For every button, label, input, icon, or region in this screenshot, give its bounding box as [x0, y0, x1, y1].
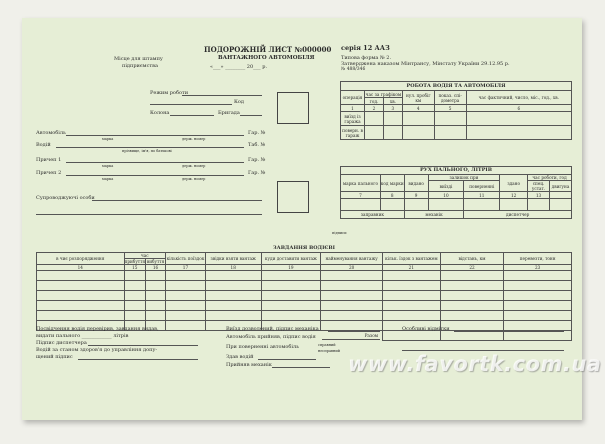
task-cell[interactable] — [37, 310, 125, 320]
work-col-zero-run: нул. пробіг км — [402, 91, 434, 105]
task-cell[interactable] — [146, 300, 166, 310]
fuel-table-title: РУХ ПАЛЬНОГО, ЛІТРІВ — [341, 167, 572, 175]
work-cell[interactable] — [466, 126, 571, 140]
task-cell[interactable] — [440, 300, 504, 310]
task-cell[interactable] — [166, 280, 206, 290]
footer-license-check: Посвідчення водія перевірив, завдання видав, — [36, 326, 159, 332]
task-col-distance: відстань, км — [440, 252, 504, 264]
task-cell[interactable] — [124, 300, 146, 310]
task-cell[interactable] — [321, 270, 383, 280]
fuel-col-issued: видано — [404, 175, 428, 192]
task-cell[interactable] — [440, 270, 504, 280]
notes-line-1[interactable] — [454, 331, 564, 332]
fuel-sig-refueler: заправник — [341, 211, 405, 219]
trailer2-number-hint: держ. номер — [182, 177, 206, 181]
trailer1-number-hint: держ. номер — [182, 164, 206, 168]
work-cell[interactable] — [364, 126, 383, 140]
code-label: Код — [234, 99, 244, 105]
task-cell[interactable] — [146, 270, 166, 280]
task-cell[interactable] — [440, 280, 504, 290]
task-cell[interactable] — [504, 280, 572, 290]
footer-car-accepted: Автомобіль прийняв, підпис водія — [226, 334, 316, 340]
task-cell[interactable] — [261, 280, 321, 290]
fuel-cell[interactable] — [464, 199, 500, 211]
footer-faulty: несправний — [318, 349, 340, 353]
fuel-cell[interactable] — [428, 199, 464, 211]
work-cell[interactable] — [364, 112, 383, 126]
tab-label: Таб. № — [248, 142, 266, 148]
task-cell[interactable] — [166, 290, 206, 300]
fuel-sig-dispatcher: диспетчер — [464, 211, 572, 219]
date-line: «___» ________ 20___ р. — [210, 64, 268, 70]
form-title: ПОДОРОЖНІЙ ЛИСТ №000000 — [204, 45, 332, 54]
car-line[interactable] — [66, 135, 244, 136]
driver-label: Водій — [36, 142, 51, 148]
task-cell[interactable] — [504, 300, 572, 310]
work-cell[interactable] — [402, 126, 434, 140]
trailer1-line[interactable] — [66, 162, 244, 163]
footer-exit-allowed: Виїзд дозволений, підпис механіка — [226, 326, 319, 332]
fuel-num: 12 — [500, 192, 528, 199]
task-num: 15 — [124, 264, 146, 270]
work-cell[interactable] — [402, 112, 434, 126]
footer-handed-driver: Здав водій — [226, 354, 254, 360]
car-number-hint: держ. номер — [182, 137, 206, 141]
stamp-box-bottom — [277, 181, 309, 213]
work-col-operation: операція — [341, 91, 365, 105]
task-cell[interactable] — [166, 270, 206, 280]
task-cell[interactable] — [166, 300, 206, 310]
task-cell[interactable] — [261, 290, 321, 300]
footer-on-return: При поверненні автомобіль — [226, 344, 299, 350]
task-col-to: куди доставити вантаж — [261, 252, 321, 264]
fuel-table — [340, 166, 572, 219]
stamp-box-top — [277, 92, 309, 124]
stamp-label-2: підприємства — [122, 63, 158, 69]
fuel-num: 13 — [528, 192, 550, 199]
fuel-col-hours: час роботи, год — [528, 175, 572, 181]
code-line[interactable] — [150, 104, 232, 105]
work-table-title: РОБОТА ВОДІЯ ТА АВТОМОБІЛЯ — [341, 82, 572, 91]
task-total-label: Разом — [37, 330, 383, 340]
task-col-time: час — [124, 252, 166, 258]
trailer1-gar-label: Гар. № — [248, 157, 266, 163]
fuel-num: 10 — [428, 192, 464, 199]
task-cell[interactable] — [440, 310, 504, 320]
footer-health-sign: щений підпис — [36, 354, 73, 360]
task-cell[interactable] — [124, 270, 146, 280]
task-cell[interactable] — [205, 270, 261, 280]
fuel-col-code: код марки — [380, 175, 404, 192]
task-col-arrival: прибуття — [124, 258, 146, 264]
task-cell[interactable] — [37, 290, 125, 300]
work-mode-line[interactable] — [182, 95, 262, 96]
column-line[interactable] — [170, 115, 214, 116]
driver-name-hint: прізвище, ім'я, по батькові — [122, 149, 172, 153]
task-num: 22 — [440, 264, 504, 270]
fuel-cell[interactable] — [549, 199, 571, 211]
driver-sign-line[interactable] — [322, 339, 380, 340]
task-num: 17 — [166, 264, 206, 270]
fuel-cell[interactable] — [500, 199, 528, 211]
fuel-num: 8 — [380, 192, 404, 199]
notes-line-2[interactable] — [402, 340, 564, 341]
handed-driver-line[interactable] — [258, 359, 316, 360]
task-cell[interactable] — [321, 310, 383, 320]
task-cell[interactable] — [321, 280, 383, 290]
footer-serviceable: справний — [318, 343, 336, 347]
task-cell[interactable] — [321, 290, 383, 300]
fuel-cell[interactable] — [528, 199, 550, 211]
task-col-departure: вибуття — [146, 258, 165, 264]
work-row-return: поверн. в гараж — [342, 127, 363, 138]
task-cell[interactable] — [124, 280, 146, 290]
task-col-cargo: найменування вантажу — [321, 252, 383, 264]
task-num: 23 — [504, 264, 572, 270]
task-cell[interactable] — [382, 300, 440, 310]
task-cell[interactable] — [504, 290, 572, 300]
brigade-label: Бригада — [218, 110, 240, 116]
task-cell[interactable] — [205, 280, 261, 290]
health-sign-line[interactable] — [78, 359, 198, 360]
task-col-from: звідки взяти вантаж — [205, 252, 261, 264]
trailer1-label: Причеп 1 — [36, 157, 62, 163]
trailer2-mark-hint: марка — [102, 177, 114, 181]
column-label: Колона — [150, 110, 170, 116]
form-approval: Затверджена наказом Мінтрансу, Мінстату України 29.12.95 р. — [341, 61, 510, 67]
fuel-num: 9 — [404, 192, 428, 199]
work-col-actual-time: час фактичний, число, міс., год., хв. — [466, 91, 571, 105]
fuel-col-brand: марка пального — [341, 175, 381, 192]
footer-dispatcher-sign: Підпис диспетчера — [36, 340, 87, 346]
fuel-cell[interactable] — [341, 199, 381, 211]
task-cell[interactable] — [37, 280, 125, 290]
task-col-loaded-trips: кільк. їздок з вантажем — [382, 252, 440, 264]
fuel-col-engine: двигуна — [549, 181, 571, 192]
task-cell[interactable] — [382, 290, 440, 300]
trailer2-label: Причеп 2 — [36, 170, 62, 176]
work-num: 1 — [341, 105, 365, 112]
watermark-text: www.favortk.com.ua — [348, 352, 602, 376]
car-gar-label: Гар. № — [248, 130, 266, 136]
task-num: 16 — [146, 264, 166, 270]
task-num: 20 — [321, 264, 383, 270]
brigade-line[interactable] — [240, 115, 262, 116]
task-cell[interactable] — [205, 310, 261, 320]
task-table-title: ЗАВДАННЯ ВОДІЄВІ — [37, 245, 572, 252]
work-cell[interactable] — [466, 112, 571, 126]
task-cell[interactable] — [124, 310, 146, 320]
work-mode-label: Режим роботи — [150, 90, 189, 96]
work-col-schedule: час за графіком — [365, 91, 402, 97]
work-col-hours: год. — [364, 98, 383, 105]
stamp-label: Місце для штампу — [114, 56, 163, 62]
work-num: 6 — [466, 105, 571, 112]
task-col-tonnes: перевезти, тонн — [504, 252, 572, 264]
work-cell[interactable] — [434, 112, 466, 126]
fuel-signatures-label: підписи — [332, 231, 347, 235]
task-num: 18 — [205, 264, 261, 270]
work-row-departure: виїзд із гаража — [341, 112, 365, 126]
footer-special-notes: Особливі відмітки — [402, 326, 450, 332]
task-cell[interactable] — [37, 300, 125, 310]
trailer1-mark-hint: марка — [102, 164, 114, 168]
task-cell[interactable] — [321, 300, 383, 310]
task-num: 21 — [382, 264, 440, 270]
fuel-col-remaining: залишок при — [428, 175, 500, 181]
accepted-mechanic-line[interactable] — [272, 367, 330, 368]
task-cell[interactable] — [382, 310, 440, 320]
form-order: № 488/346 — [341, 67, 366, 72]
task-cell[interactable] — [261, 300, 321, 310]
work-num: 3 — [383, 105, 402, 112]
fuel-cell[interactable] — [380, 199, 404, 211]
fuel-cell[interactable] — [404, 199, 428, 211]
task-cell[interactable] — [146, 310, 166, 320]
form-number: Типова форма № 2. — [341, 55, 392, 61]
mechanic-sign-line[interactable] — [328, 331, 380, 332]
car-mark-hint: марка — [102, 137, 114, 141]
work-table — [340, 81, 572, 140]
footer-health: Водій за станом здоров'я до управління допу- — [36, 347, 158, 353]
trailer2-line[interactable] — [66, 175, 244, 176]
work-cell[interactable] — [383, 126, 402, 140]
task-cell[interactable] — [321, 320, 383, 330]
work-num: 4 — [402, 105, 434, 112]
task-cell[interactable] — [37, 270, 125, 280]
task-cell[interactable] — [124, 290, 146, 300]
series-label: серія 12 ААЗ — [341, 44, 390, 52]
task-cell[interactable] — [146, 280, 166, 290]
task-cell[interactable] — [205, 300, 261, 310]
fuel-num: 7 — [341, 192, 381, 199]
task-cell[interactable] — [261, 310, 321, 320]
escorts-line-1[interactable] — [92, 200, 262, 201]
task-cell[interactable] — [504, 270, 572, 280]
fuel-col-return: поверненні — [464, 181, 500, 192]
car-label: Автомобіль — [36, 130, 66, 136]
task-cell[interactable] — [261, 270, 321, 280]
fuel-num: 11 — [464, 192, 500, 199]
task-cell[interactable] — [382, 270, 440, 280]
work-num: 5 — [434, 105, 466, 112]
fuel-col-returned: здано — [500, 175, 528, 192]
fuel-sig-mechanic: механік — [404, 211, 464, 219]
task-col-disposal: в чиє розпорядження — [37, 252, 125, 264]
footer-fuel-issue: видати пального ____________ літрів — [36, 333, 129, 339]
escorts-label: Супроводжуючі особи — [36, 195, 95, 201]
fuel-col-departure: виїзді — [428, 181, 464, 192]
task-num: 14 — [37, 264, 125, 270]
task-num: 19 — [261, 264, 321, 270]
notes-line-3[interactable] — [402, 350, 564, 351]
task-cell[interactable] — [166, 310, 206, 320]
work-col-minutes: хв. — [383, 98, 402, 105]
form-subtitle: ВАНТАЖНОГО АВТОМОБІЛЯ — [218, 55, 315, 61]
escorts-line-2[interactable] — [36, 214, 262, 215]
task-cell[interactable] — [205, 290, 261, 300]
task-cell[interactable] — [504, 320, 572, 330]
footer-accepted-mechanic: Прийняв механік — [226, 362, 272, 368]
dispatcher-sign-line[interactable] — [88, 345, 198, 346]
work-cell[interactable] — [383, 112, 402, 126]
fuel-col-spec: спец. устат. — [528, 181, 550, 192]
task-cell[interactable] — [166, 320, 206, 330]
task-cell[interactable] — [146, 290, 166, 300]
work-cell[interactable] — [434, 126, 466, 140]
work-col-speedometer: показ. спі-дометра — [434, 91, 466, 105]
trailer2-gar-label: Гар. № — [248, 170, 266, 176]
task-cell[interactable] — [440, 290, 504, 300]
task-col-trips: кількість поїздок — [166, 252, 206, 264]
work-num: 2 — [364, 105, 383, 112]
fuel-num — [549, 192, 571, 199]
task-cell[interactable] — [504, 310, 572, 320]
task-cell[interactable] — [382, 280, 440, 290]
